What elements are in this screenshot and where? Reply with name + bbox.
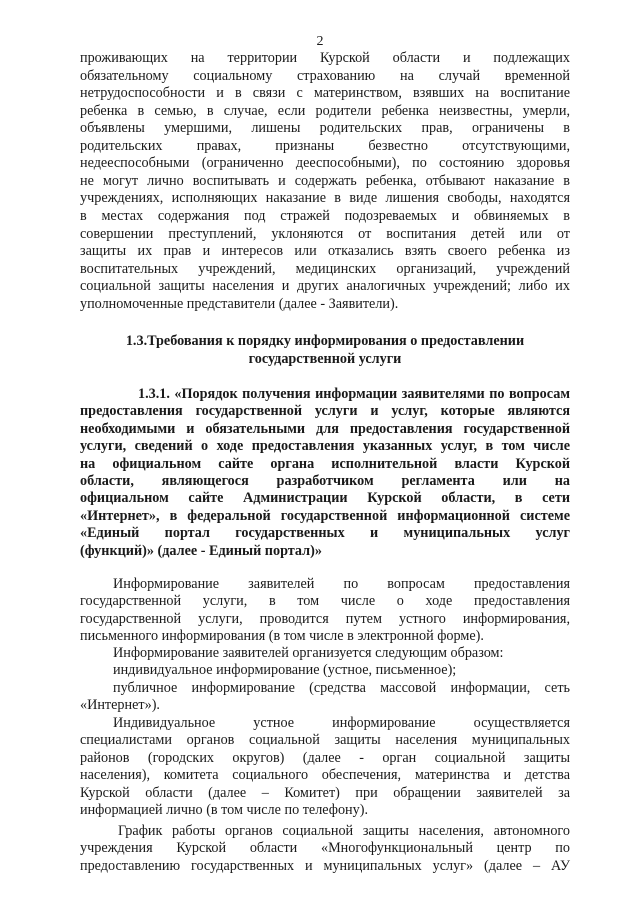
page-number: 2 — [316, 34, 324, 49]
paragraph-line: недееспособными (ограниченно дееспособными), по состоянию здоровья — [80, 155, 570, 172]
paragraph-line: публичное информирование (средства массовой информации, сеть — [113, 680, 570, 696]
paragraph-line: График работы органов социальной защиты населения, автономного — [118, 823, 570, 839]
paragraph-line: воспитательных учреждений, медицинских организаций, учреждений — [80, 260, 570, 277]
paragraph-line: родительских правах, признаны безвестно отсутствующими, — [80, 137, 570, 154]
subsection-heading-line: (функций)» (далее - Единый портал)» — [80, 542, 322, 559]
paragraph-line: индивидуальное информирование (устное, письменное); — [113, 662, 457, 678]
paragraph-line: информацией лично (в том числе по телефону). — [80, 802, 368, 818]
subsection-heading-line: услуги, сведений о ходе предоставления указанных услуг, в том числе — [80, 438, 570, 455]
paragraph-line: «Интернет»). — [80, 697, 160, 714]
paragraph-line: районов (городских округов) (далее - орган социальной защиты — [80, 749, 570, 766]
paragraph-line: Курской области (далее – Комитет) при обращении заявителей за — [80, 784, 570, 801]
subsection-heading-line: «Интернет», в федеральной государственной информационной системе — [80, 507, 570, 524]
paragraph-line: в местах содержания под стражей подозреваемых и обвиняемых в — [80, 207, 570, 224]
subsection-heading-line: предоставления государственной услуги и услуг, которые являются — [80, 403, 570, 420]
paragraph-line: Информирование заявителей организуется следующим образом: — [113, 645, 504, 661]
paragraph-line: Индивидуальное устное информирование осуществляется — [113, 715, 570, 731]
paragraph-line: проживающих на территории Курской области и подлежащих — [80, 50, 570, 66]
paragraph-line: ребенка в семью, в случае, если родители ребенка неизвестны, умерли, — [80, 102, 570, 119]
paragraph-line: учреждения Курской области «Многофункциональный центр по — [80, 840, 570, 857]
subsection-heading-line: необходимыми и обязательными для предоставления государственной — [80, 420, 570, 437]
paragraph-line: Информирование заявителей по вопросам предоставления — [113, 576, 570, 592]
paragraph-line: государственной услуги, проводится путем устного информирования, — [80, 610, 570, 627]
subsection-heading-line: официальном сайте Администрации Курской области, в сети — [80, 490, 570, 507]
paragraph-line: защиты их прав и интересов или отказались взять своего ребенка из — [80, 243, 570, 260]
paragraph-line: населения), комитета социального обеспечения, материнства и детства — [80, 767, 570, 784]
paragraph-line: государственной услуги, в том числе о ходе предоставления — [80, 593, 570, 610]
paragraph-line: совершении преступлений, уклоняются от воспитания детей или от — [80, 225, 570, 242]
paragraph-line: предоставлению государственных и муниципальных услуг» (далее – АУ — [80, 857, 570, 874]
paragraph-line: не могут лично воспитывать и содержать ребенка, отбывают наказание в — [80, 172, 570, 189]
paragraph-line: социальной защиты населения и других аналогичных учреждений; либо их — [80, 278, 570, 295]
paragraph-line: уполномоченные представители (далее - Заявители). — [80, 295, 399, 312]
subsection-heading-line: «Единый портал государственных и муниципальных услуг — [80, 525, 570, 542]
paragraph-line: объявлены умершими, лишены родительских прав, ограничены в — [80, 120, 570, 137]
paragraph-line: нетрудоспособности и в связи с материнством, взявших на воспитание — [80, 85, 570, 102]
section-heading: 1.3.Требования к порядку информирования о предоставлении — [125, 333, 525, 349]
paragraph-line: учреждениях, исполняющих наказание в виде лишения свободы, находятся — [80, 190, 570, 207]
paragraph-line: письменного информирования (в том числе в электронной форме). — [80, 628, 484, 645]
section-heading: государственной услуги — [248, 350, 402, 367]
subsection-heading-line: на официальном сайте органа исполнительной власти Курской — [80, 455, 570, 472]
subsection-heading-line: области, являющегося разработчиком регламента или на — [80, 473, 570, 489]
paragraph-line: обязательному социальному страхованию на случай временной — [80, 67, 570, 84]
subsection-heading-line: 1.3.1. «Порядок получения информации заявителями по вопросам — [138, 386, 570, 402]
paragraph-line: специалистами органов социальной защиты населения муниципальных — [80, 732, 570, 749]
